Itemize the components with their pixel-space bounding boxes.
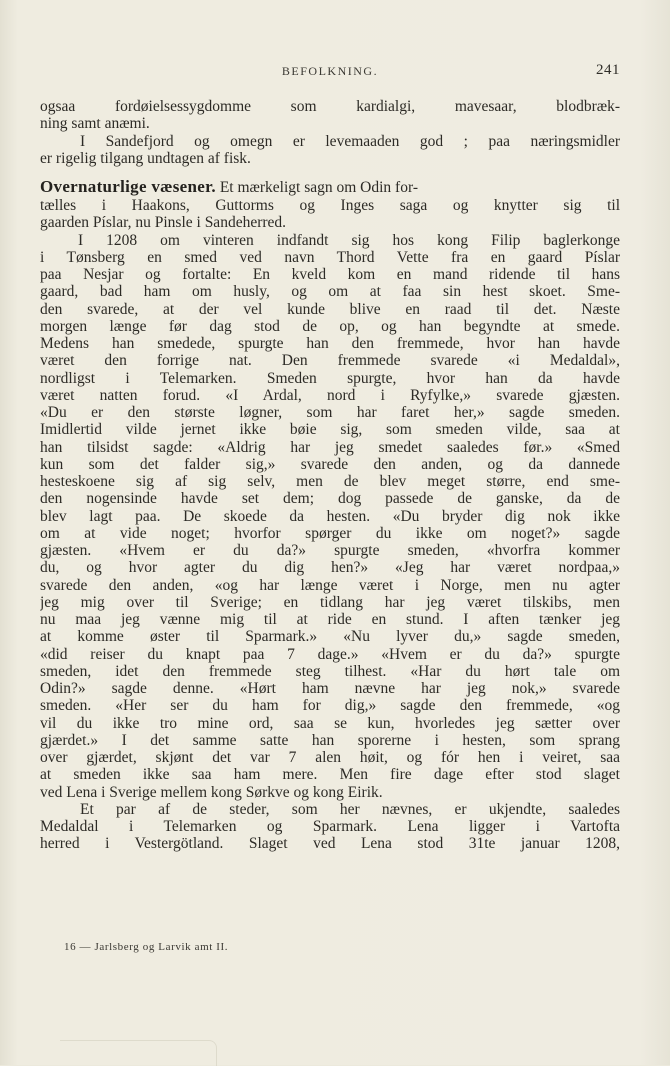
- text-line: herred i Vestergötland. Slaget ved Lena stod 31te januar 1208,: [40, 835, 620, 853]
- text-line: «did reiser du knapt paa 7 dage.» «Hvem er du da?» spurgte: [40, 645, 620, 663]
- printer-signature: 16 — Jarlsberg og Larvik amt II.: [64, 941, 229, 953]
- text-line-rest: Et mærkeligt sagn om Odin for-: [215, 179, 418, 196]
- text-line: vil du ikke tro mine ord, saa se kun, hvorledes jeg sætter over: [40, 714, 620, 732]
- page-fold-mark: [60, 1040, 217, 1066]
- text-line: Medaldal i Telemarken og Sparmark. Lena ligger i Vartofta: [40, 818, 620, 835]
- text-line: over gjærdet, skjønt det var 7 alen høit, og fór hen i veiret, saa: [40, 749, 620, 766]
- text-line: smeden, idet den fremmede steg tilhest. «Har du hørt tale om: [40, 662, 620, 680]
- page-number: 241: [596, 62, 620, 78]
- text-line: nordligst i Telemarken. Smeden spurgte, hvor han da havde: [40, 369, 620, 387]
- text-line: Medens han smedede, spurgte han den fremmede, hvor han havde: [40, 335, 620, 352]
- text-line: Imidlertid vilde jernet ikke bøie sig, som smeden vilde, saa at: [40, 421, 620, 439]
- text-line: jeg mig over til Sverige; en tidlang har jeg været tilskibs, men: [40, 593, 620, 611]
- text-line: været den forrige nat. Den fremmede svarede «i Medaldal»,: [40, 352, 620, 370]
- text-line: gaarden Píslar, nu Pinsle i Sandeherred.: [40, 214, 287, 232]
- body-text: [40, 98, 620, 853]
- text-line: paa Nesjar og fortalte: En kveld kom en mand ridende til hans: [40, 266, 620, 283]
- text-line: smeden. «Her ser du ham for dig,» sagde den fremmede, «og: [40, 697, 620, 715]
- text-line: svarede den anden, «og har længe været i Norge, men nu agter: [40, 576, 620, 594]
- text-line: er rigelig tilgang undtagen af fisk.: [40, 149, 251, 167]
- section-heading: Overnaturlige væsener.: [40, 177, 216, 196]
- text-line: den nogensinde havde set dem; dog passede de ganske, da de: [40, 490, 620, 508]
- text-line: gjærdet.» I det samme satte han sporerne i hesten, som sprang: [40, 731, 620, 749]
- text-line: blev lagt paa. De skoede da hesten. «Du bryder dig nok ikke: [40, 507, 620, 525]
- text-line: at komme øster til Sparmark.» «Nu lyver du,» sagde smeden,: [40, 628, 620, 646]
- text-line: tælles i Haakons, Guttorms og Inges saga og knytter sig til: [40, 197, 620, 214]
- text-line: han tilsidst sagde: «Aldrig har jeg smedet saaledes før.» «Smed: [40, 438, 620, 456]
- text-line: ning samt anæmi.: [40, 115, 150, 133]
- text-line: at smeden ikke saa ham mere. Men fire dage efter stod slaget: [40, 766, 620, 784]
- text-line: morgen længe før dag stod de op, og han begyndte at smede.: [40, 317, 620, 335]
- running-head: BEFOLKNING.: [281, 64, 379, 78]
- text-line: gjæsten. «Hvem er du da?» spurgte smeden, «hvorfra kommer: [40, 542, 620, 559]
- text-line: nu maa jeg vænne mig til at ride en stund. I aften tænker jeg: [40, 611, 620, 628]
- text-line: Odin?» sagde denne. «Hørt ham nævne har jeg nok,» svarede: [40, 680, 620, 697]
- text-line: været natten forud. «I Ardal, nord i Ryfylke,» svarede gjæsten.: [40, 386, 620, 404]
- section-heading-line: [40, 177, 620, 197]
- text-line: Et par af de steder, som her nævnes, er ukjendte, saaledes: [80, 800, 620, 818]
- text-line: ogsaa fordøielsessygdomme som kardialgi, mavesaar, blodbræk-: [40, 98, 620, 115]
- text-line: hesteskoene sig af sig selv, men de blev meget større, end sme-: [40, 473, 620, 490]
- text-line: du, og hvor agter du dig hen?» «Jeg har været nordpaa,»: [40, 559, 620, 577]
- text-line: kun som det falder sig,» svarede den anden, og da dannede: [40, 455, 620, 473]
- text-line: I 1208 om vinteren indfandt sig hos kong Filip baglerkonge: [78, 231, 620, 249]
- text-line: gaard, bad ham om husly, og om at faa sin hest skoet. Sme-: [40, 283, 620, 301]
- text-line: «Du er den største løgner, som har faret her,» sagde smeden.: [40, 404, 620, 421]
- text-line: ved Lena i Sverige mellem kong Sørkve og kong Eirik.: [40, 783, 383, 801]
- text-line: i Tønsberg en smed ved navn Thord Vette fra en gaard Píslar: [40, 248, 620, 266]
- text-line: I Sandefjord og omegn er levemaaden god ; paa næringsmidler: [80, 132, 620, 150]
- text-line: om at vide noget; hvorfor spørger du ikke om noget?» sagde: [40, 524, 620, 542]
- text-line: den svarede, at der vel kunde blive en raad til det. Næste: [40, 300, 620, 318]
- page-header: [40, 62, 620, 82]
